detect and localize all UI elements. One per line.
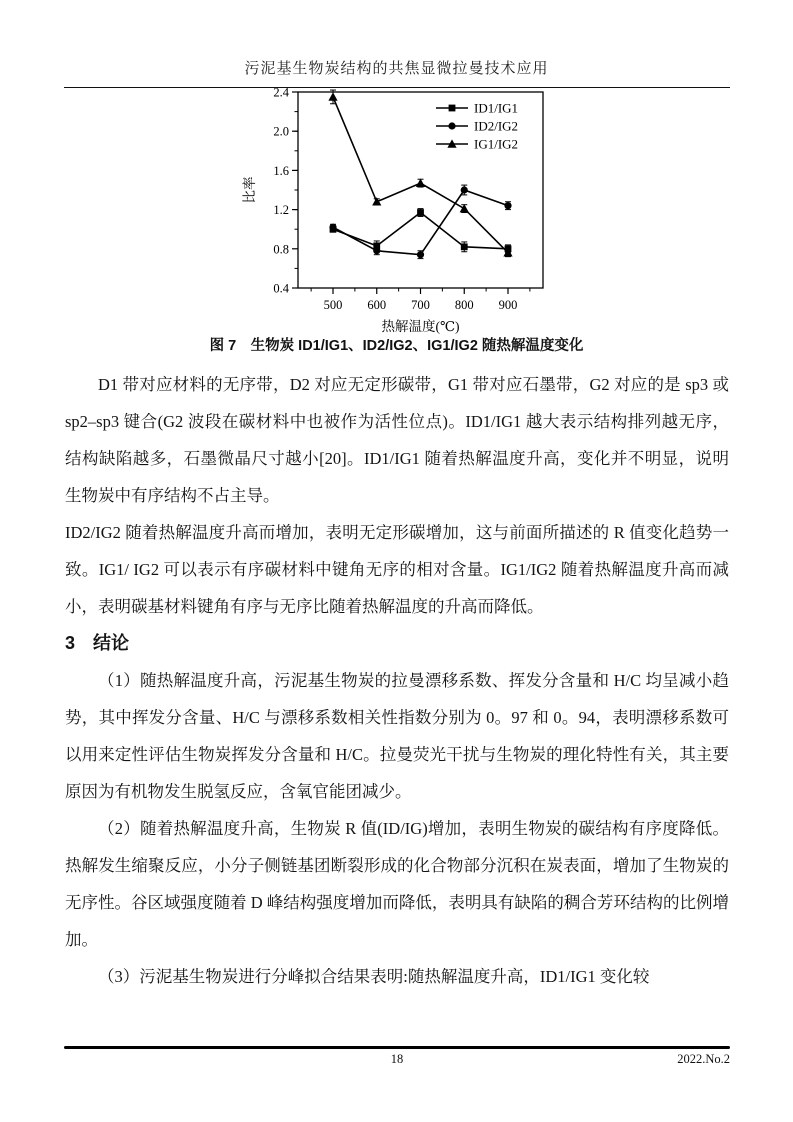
svg-text:500: 500 (323, 298, 343, 312)
running-head-title: 污泥基生物炭结构的共焦显微拉曼技术应用 (244, 61, 549, 77)
section-heading-conclusion (65, 625, 729, 662)
svg-text:0.4: 0.4 (273, 281, 289, 296)
svg-text:比率: 比率 (242, 176, 257, 204)
svg-text:IG1/IG2: IG1/IG2 (474, 136, 519, 152)
body-text-block (65, 366, 729, 995)
svg-text:1.2: 1.2 (273, 203, 289, 218)
svg-text:1.6: 1.6 (273, 163, 289, 178)
figure-7-chart (238, 86, 568, 338)
svg-text:ID2/IG2: ID2/IG2 (474, 118, 519, 134)
svg-text:2.0: 2.0 (273, 124, 289, 139)
paragraph-1: D1 带对应材料的无序带，D2 对应无定形碳带，G1 带对应石墨带，G2 对应的是 sp3 或 sp2–sp3 键合(G2 波段在碳材料中也被作为活性位点)。ID1/IG1 越大表示结构排列越无序，结构缺陷越多，石墨微晶尺寸越小[20]。ID1/IG1 随着热解温度升高，变化并不明显，说明生物炭中有序结构不占主导。 (65, 375, 729, 505)
svg-text:2.4: 2.4 (273, 86, 289, 100)
svg-text:800: 800 (454, 298, 474, 312)
footer (64, 1052, 730, 1072)
section-number: 3 (65, 633, 76, 653)
figure-caption: 图 7 生物炭 ID1/IG1、ID2/IG2、IG1/IG2 随热解温度变化 (209, 338, 584, 354)
page-number: 18 (390, 1052, 404, 1066)
line-chart (238, 86, 568, 338)
footer-rule (64, 1046, 730, 1049)
svg-text:600: 600 (367, 298, 387, 312)
issue-label: 2022.No.2 (677, 1052, 730, 1066)
svg-text:热解温度(℃): 热解温度(℃) (381, 319, 460, 334)
svg-text:900: 900 (498, 298, 518, 312)
svg-text:700: 700 (411, 298, 430, 312)
paragraph-3: （1）随热解温度升高，污泥基生物炭的拉曼漂移系数、挥发分含量和 H/C 均呈减小趋势，其中挥发分含量、H/C 与漂移系数相关性指数分别为 0。97 和 0。94，表明漂移系数可以用来定性评估生物炭挥发分含量和 H/C。拉曼荧光干扰与生物炭的理化特性有关，其主要原因为有机物发生脱氢反应，含氧官能团减少。 (65, 671, 729, 801)
paragraph-4: （2）随着热解温度升高，生物炭 R 值(ID/IG)增加，表明生物炭的碳结构有序度降低。热解发生缩聚反应，小分子侧链基团断裂形成的化合物部分沉积在炭表面，增加了生物炭的无序性。谷区域强度随着 D 峰结构强度增加而降低，表明具有缺陷的稠合芳环结构的比例增加。 (65, 819, 729, 949)
svg-text:ID1/IG1: ID1/IG1 (474, 100, 519, 116)
paragraph-5: （3）污泥基生物炭进行分峰拟合结果表明:随热解温度升高，ID1/IG1 变化较 (98, 967, 650, 986)
section-title: 结论 (93, 633, 130, 653)
paragraph-2: ID2/IG2 随着热解温度升高而增加，表明无定形碳增加，这与前面所描述的 R 值变化趋势一致。IG1/ IG2 可以表示有序碳材料中键角无序的相对含量。IG1/IG2 随着热解温度升高而减小，表明碳基材料键角有序与无序比随着热解温度的升高而降低。 (65, 523, 729, 616)
svg-text:0.8: 0.8 (273, 242, 289, 257)
